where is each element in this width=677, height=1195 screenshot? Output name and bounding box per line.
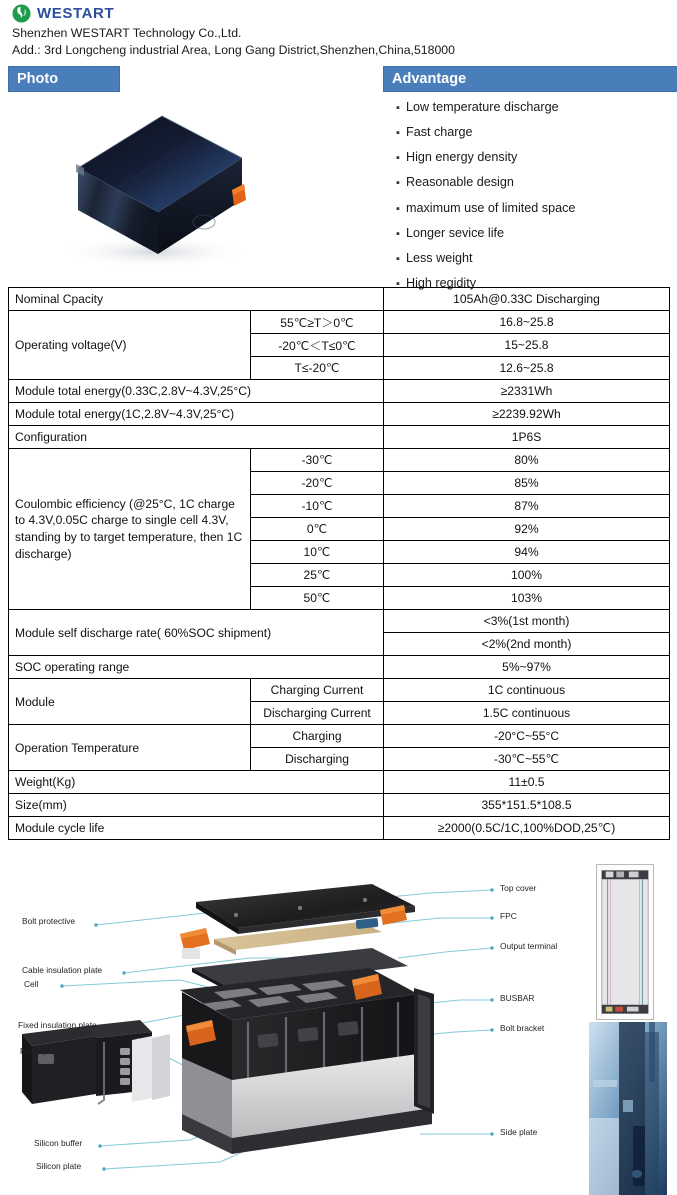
technical-drawing-inset [596,864,654,1020]
diagram-label-side-plate: Side plate [500,1127,538,1137]
spec-value: 355*151.5*108.5 [384,794,670,817]
table-row [9,403,670,426]
diagram-label-cell: Cell [24,979,39,989]
advantage-label: maximum use of limited space [406,200,576,215]
spec-value: <2%(2nd month) [384,633,670,656]
diagram-label-fixed-plate: Fixed plate [20,1046,61,1056]
spec-sublabel: T≤-20℃ [251,357,384,380]
table-row [9,288,670,311]
diagram-label-bolt-protective: Bolt protective [22,916,76,926]
advantage-item [390,175,677,190]
bullet-icon: ▪ [396,252,400,265]
spec-sublabel: 50℃ [251,587,384,610]
advantage-label: Reasonable design [406,175,514,190]
top-cover-part [196,884,415,934]
page-header [0,0,677,64]
table-row [9,817,670,840]
table-row [9,725,670,748]
advantage-item [390,100,677,115]
westart-logo-icon [12,4,31,23]
spec-value: 16.8~25.8 [384,311,670,334]
spec-sublabel: 25℃ [251,564,384,587]
diagram-label-output-terminal: Output terminal [500,941,558,951]
spec-label: SOC operating range [9,656,384,679]
company-address: Add.: 3rd Longcheng industrial Area, Long Gang District,Shenzhen,China,518000 [12,43,455,57]
spec-value: 105Ah@0.33C Discharging [384,288,670,311]
spec-value: 80% [384,449,670,472]
spec-value: 1C continuous [384,679,670,702]
diagram-label-cable-insulation-plate: Cable insulation plate [22,965,103,975]
bullet-icon: ▪ [396,227,400,240]
advantage-item [390,125,677,140]
spec-label: Module total energy(0.33C,2.8V~4.3V,25°C) [9,380,384,403]
advantage-item [390,201,677,216]
bullet-icon: ▪ [396,177,400,190]
advantage-label: Low temperature discharge [406,100,559,114]
section-title-advantage: Advantage [383,66,677,92]
spec-sublabel: 0℃ [251,518,384,541]
advantage-label: Less weight [406,250,473,265]
detail-photo-inset [589,1022,667,1195]
spec-value: 92% [384,518,670,541]
spec-label: Module cycle life [9,817,384,840]
advantage-label: High regidity [406,275,476,290]
table-row [9,311,670,334]
advantage-label: Longer sevice life [406,225,505,240]
diagram-label-silicon-plate: Silicon plate [36,1161,82,1171]
advantage-item [390,251,677,266]
spec-label: Module [9,679,251,725]
table-row [9,679,670,702]
spec-label: Configuration [9,426,384,449]
advantage-label: Hign energy density [406,150,518,165]
advantage-item [390,150,677,165]
spec-label: Module self discharge rate( 60%SOC shipment) [9,610,384,656]
spec-value: 94% [384,541,670,564]
spec-label: Module total energy(1C,2.8V~4.3V,25°C) [9,403,384,426]
photo-panel [8,96,383,284]
diagram-label-top-cover: Top cover [500,883,537,893]
diagram-label-silicon-buffer: Silicon buffer [34,1138,83,1148]
spec-sublabel: Discharging [251,748,384,771]
spec-sublabel: Charging [251,725,384,748]
table-row [9,771,670,794]
spec-sublabel: -20℃＜T≤0℃ [251,334,384,357]
spec-sublabel: Charging Current [251,679,384,702]
spec-value: 15~25.8 [384,334,670,357]
brand-logo [12,2,114,24]
spec-label: Coulombic efficiency (@25°C, 1C charge to 4.3V,0.05C charge to single cell 4.3V, standing by to target temperature, then 1C discharge) [9,449,251,610]
diagram-label-fpc: FPC [500,911,517,921]
spec-value: <3%(1st month) [384,610,670,633]
spec-sublabel: 55℃≥T＞0℃ [251,311,384,334]
exploded-view-diagram [0,862,580,1195]
spec-value: ≥2000(0.5C/1C,100%DOD,25℃) [384,817,670,840]
table-row [9,656,670,679]
advantage-list [390,100,677,301]
spec-label: Nominal Cpacity [9,288,384,311]
bullet-icon: ▪ [396,202,400,215]
spec-sublabel: -10℃ [251,495,384,518]
spec-value: 1P6S [384,426,670,449]
diagram-label-bolt-bracket: Bolt bracket [500,1023,545,1033]
spec-sublabel: Discharging Current [251,702,384,725]
battery-module-photo [36,102,266,272]
spec-value: -20°C~55°C [384,725,670,748]
spec-value: 100% [384,564,670,587]
spec-value: 11±0.5 [384,771,670,794]
diagram-label-busbar: BUSBAR [500,993,535,1003]
advantage-item [390,226,677,241]
bullet-icon: ▪ [396,152,400,165]
spec-value: 12.6~25.8 [384,357,670,380]
spec-sublabel: 10℃ [251,541,384,564]
side-plate-part [414,988,434,1114]
spec-label: Size(mm) [9,794,384,817]
table-row [9,610,670,633]
table-row [9,426,670,449]
spec-value: ≥2331Wh [384,380,670,403]
table-row [9,794,670,817]
spec-value: 1.5C continuous [384,702,670,725]
spec-value: 5%~97% [384,656,670,679]
spec-value: 85% [384,472,670,495]
spec-value: -30℃~55℃ [384,748,670,771]
bullet-icon: ▪ [396,277,400,290]
spec-value: 87% [384,495,670,518]
table-row [9,380,670,403]
spec-sublabel: -30℃ [251,449,384,472]
spec-label: Operation Temperature [9,725,251,771]
table-row [9,449,670,472]
advantage-label: Fast charge [406,125,473,140]
bullet-icon: ▪ [396,102,400,114]
section-title-photo: Photo [8,66,120,92]
spec-value: ≥2239.92Wh [384,403,670,426]
spec-value: 103% [384,587,670,610]
spec-label: Operating voltage(V) [9,311,251,380]
brand-name: WESTART [37,4,115,22]
spec-sublabel: -20℃ [251,472,384,495]
diagram-label-fixed-insulation-plate: Fixed insulation plate [18,1020,97,1030]
spec-label: Weight(Kg) [9,771,384,794]
bullet-icon: ▪ [396,127,400,140]
specification-table [8,287,670,840]
company-name: Shenzhen WESTART Technology Co.,Ltd. [12,26,242,40]
